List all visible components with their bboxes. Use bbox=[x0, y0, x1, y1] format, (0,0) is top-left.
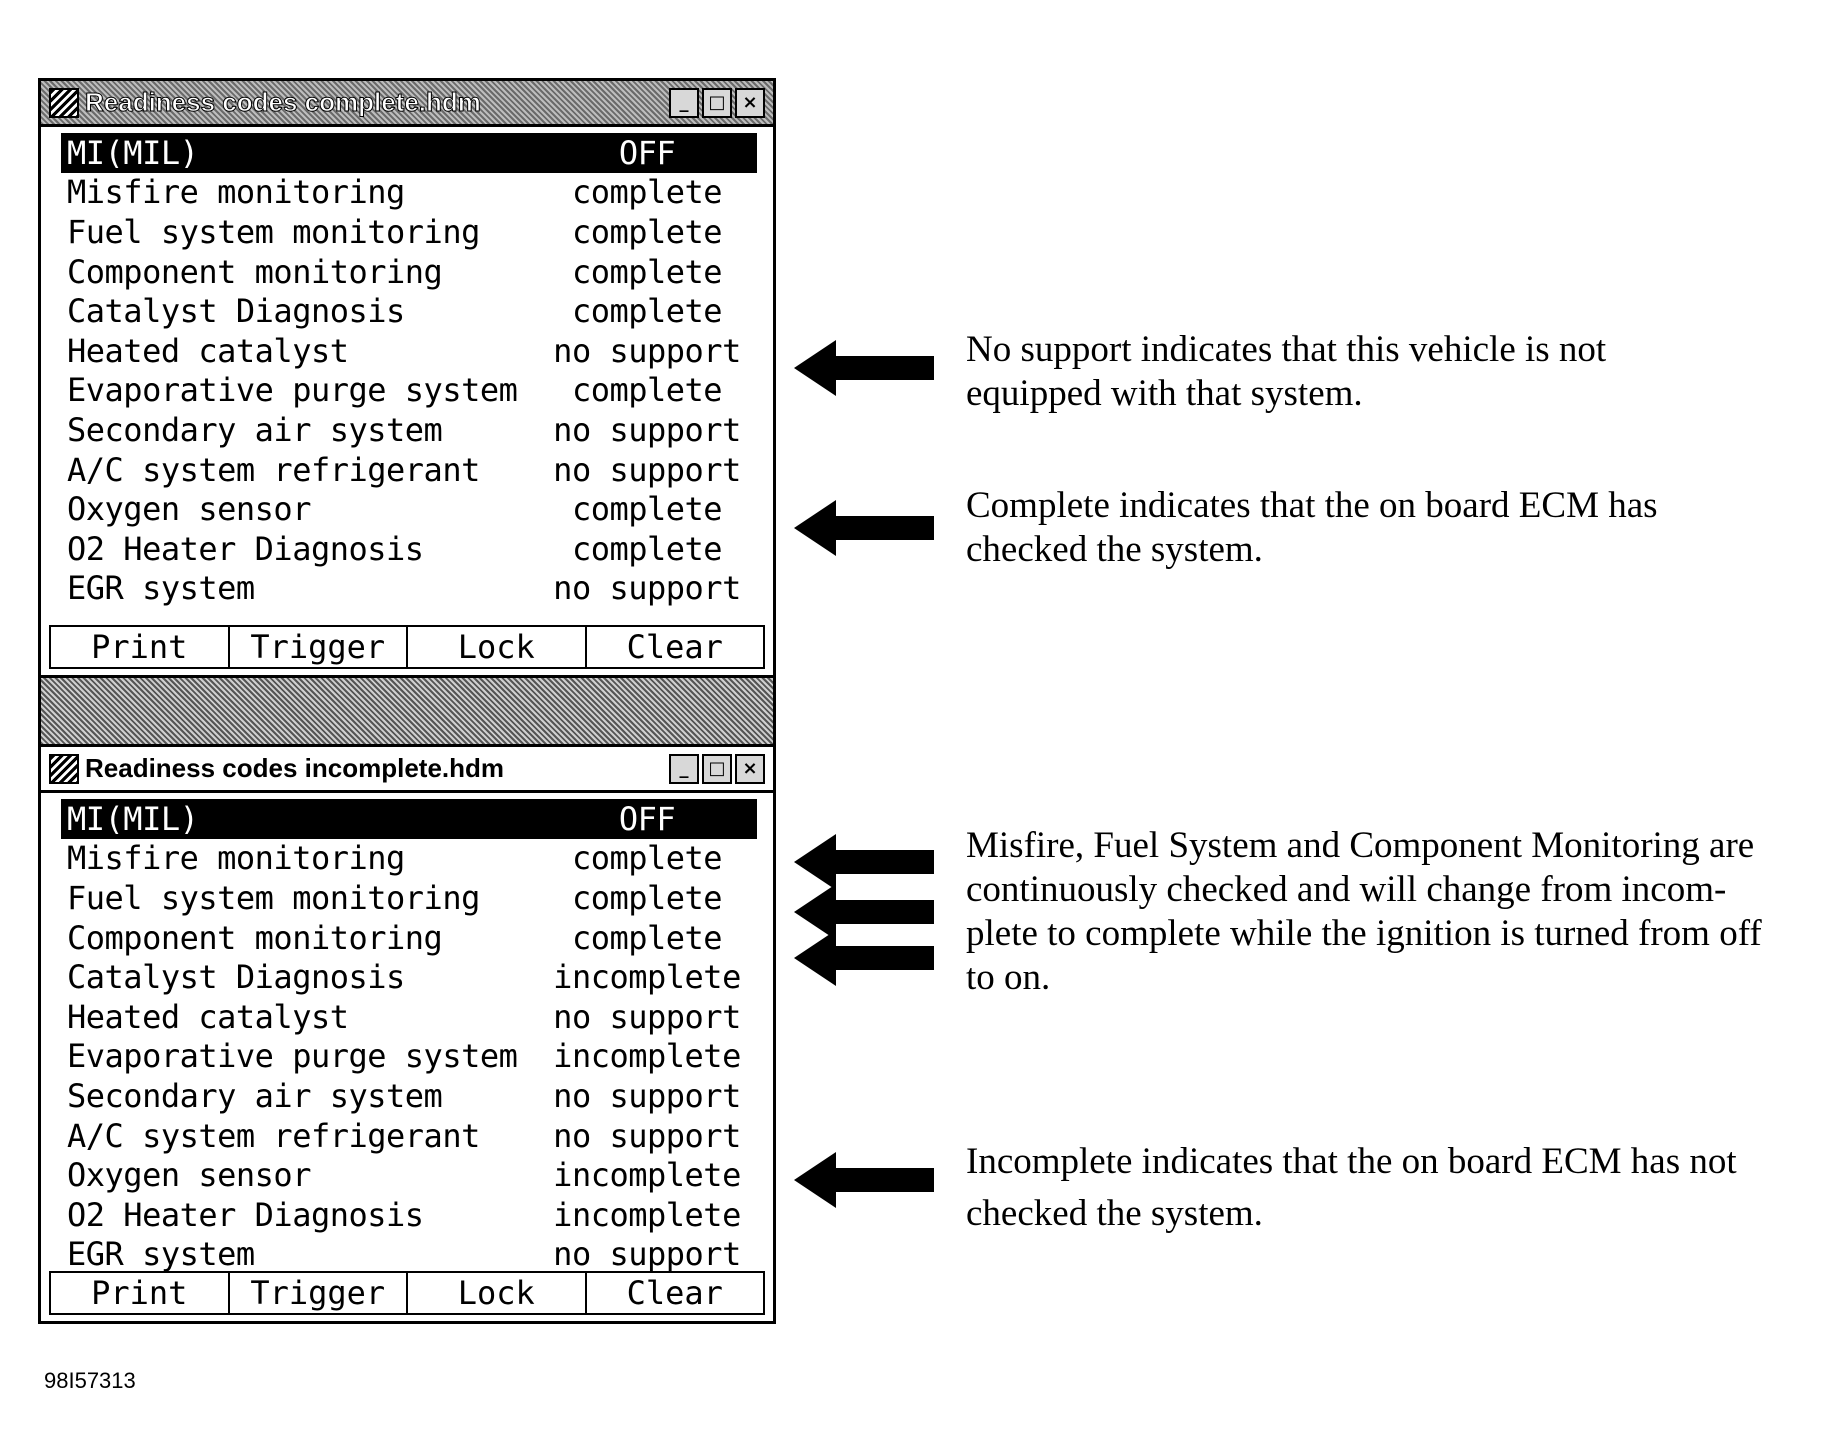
annotation-continuous: Misfire, Fuel System and Component Monitoring are continuously checked and will change from incom- plete to complete while the ignition is turned from off to on. bbox=[966, 825, 1762, 998]
item-status: complete bbox=[571, 529, 723, 568]
annotation-incomplete: Incomplete indicates that the on board ECM has not checked the system. bbox=[966, 1141, 1737, 1234]
list-item[interactable] bbox=[67, 331, 757, 371]
list-item[interactable] bbox=[67, 1037, 757, 1077]
button-bar bbox=[49, 1271, 765, 1315]
item-status: complete bbox=[571, 878, 723, 917]
item-name: EGR system bbox=[67, 1235, 255, 1274]
arrow-left-icon bbox=[794, 500, 934, 556]
item-status: no support bbox=[553, 569, 741, 608]
trigger-button[interactable]: Trigger bbox=[230, 1273, 409, 1313]
item-name: Heated catalyst bbox=[67, 997, 349, 1036]
item-status: no support bbox=[553, 1076, 741, 1115]
list-item[interactable] bbox=[67, 569, 757, 609]
list-item[interactable] bbox=[67, 450, 757, 490]
item-status: complete bbox=[571, 371, 723, 410]
list-item-selected[interactable] bbox=[61, 133, 757, 173]
clear-button[interactable]: Clear bbox=[587, 627, 764, 667]
list-item[interactable] bbox=[67, 173, 757, 213]
window-title: Readiness codes complete.hdm bbox=[85, 87, 481, 117]
app-icon bbox=[49, 754, 79, 784]
item-name: O2 Heater Diagnosis bbox=[67, 529, 424, 568]
list-item[interactable] bbox=[67, 371, 757, 411]
item-status: complete bbox=[571, 490, 723, 529]
list-item[interactable] bbox=[67, 918, 757, 958]
item-status: no support bbox=[553, 1235, 741, 1274]
maximize-icon[interactable]: □ bbox=[702, 88, 732, 118]
readiness-window-incomplete bbox=[38, 744, 776, 1324]
print-button[interactable]: Print bbox=[51, 1273, 230, 1313]
item-status: incomplete bbox=[553, 958, 741, 997]
minimize-icon[interactable]: _ bbox=[669, 754, 699, 784]
item-status: OFF bbox=[618, 133, 676, 172]
list-item[interactable] bbox=[67, 212, 757, 252]
list-item[interactable] bbox=[67, 878, 757, 918]
maximize-icon[interactable]: □ bbox=[702, 754, 732, 784]
item-name: Component monitoring bbox=[67, 918, 443, 957]
minimize-icon[interactable]: _ bbox=[669, 88, 699, 118]
item-name: Catalyst Diagnosis bbox=[67, 292, 405, 331]
item-status: incomplete bbox=[553, 1156, 741, 1195]
item-name: Oxygen sensor bbox=[67, 1156, 311, 1195]
item-name: Oxygen sensor bbox=[67, 490, 311, 529]
item-name: MI(MIL) bbox=[67, 133, 199, 172]
clear-button[interactable]: Clear bbox=[587, 1273, 764, 1313]
annotation-complete: Complete indicates that the on board ECM has checked the system. bbox=[966, 485, 1658, 570]
item-name: A/C system refrigerant bbox=[67, 450, 480, 489]
item-status: OFF bbox=[618, 799, 676, 838]
button-bar bbox=[49, 625, 765, 669]
app-icon bbox=[49, 88, 79, 118]
item-name: A/C system refrigerant bbox=[67, 1116, 480, 1155]
item-name: Component monitoring bbox=[67, 252, 443, 291]
item-status: no support bbox=[553, 1116, 741, 1155]
arrow-left-icon bbox=[794, 1152, 934, 1208]
lock-button[interactable]: Lock bbox=[408, 627, 587, 667]
readiness-window-complete bbox=[38, 78, 776, 678]
item-name: Misfire monitoring bbox=[67, 173, 405, 212]
item-name: Heated catalyst bbox=[67, 331, 349, 370]
title-bar[interactable] bbox=[41, 81, 773, 127]
item-status: incomplete bbox=[553, 1037, 741, 1076]
close-icon[interactable]: × bbox=[735, 88, 765, 118]
item-status: no support bbox=[553, 331, 741, 370]
item-name: O2 Heater Diagnosis bbox=[67, 1195, 424, 1234]
list-item[interactable] bbox=[67, 1116, 757, 1156]
item-name: Evaporative purge system bbox=[67, 1037, 518, 1076]
list-item[interactable] bbox=[67, 291, 757, 331]
item-name: MI(MIL) bbox=[67, 799, 199, 838]
item-name: EGR system bbox=[67, 569, 255, 608]
readiness-list bbox=[41, 793, 773, 1274]
item-status: complete bbox=[571, 918, 723, 957]
item-status: complete bbox=[571, 252, 723, 291]
list-item[interactable] bbox=[67, 529, 757, 569]
item-name: Fuel system monitoring bbox=[67, 878, 480, 917]
arrow-left-icon bbox=[794, 834, 934, 890]
item-status: no support bbox=[553, 450, 741, 489]
list-item[interactable] bbox=[67, 1076, 757, 1116]
list-item[interactable] bbox=[67, 410, 757, 450]
list-item[interactable] bbox=[67, 839, 757, 879]
trigger-button[interactable]: Trigger bbox=[230, 627, 409, 667]
arrow-left-icon bbox=[794, 930, 934, 986]
item-name: Catalyst Diagnosis bbox=[67, 958, 405, 997]
window-title: Readiness codes incomplete.hdm bbox=[85, 753, 505, 783]
print-button[interactable]: Print bbox=[51, 627, 230, 667]
desktop-background bbox=[38, 678, 776, 744]
item-name: Secondary air system bbox=[67, 410, 443, 449]
list-item[interactable] bbox=[67, 252, 757, 292]
close-icon[interactable]: × bbox=[735, 754, 765, 784]
figure-id: 98I57313 bbox=[44, 1368, 136, 1393]
item-status: complete bbox=[571, 212, 723, 251]
item-status: complete bbox=[571, 292, 723, 331]
item-name: Evaporative purge system bbox=[67, 371, 518, 410]
item-status: incomplete bbox=[553, 1195, 741, 1234]
item-name: Secondary air system bbox=[67, 1076, 443, 1115]
item-status: no support bbox=[553, 997, 741, 1036]
item-name: Misfire monitoring bbox=[67, 839, 405, 878]
item-name: Fuel system monitoring bbox=[67, 212, 480, 251]
item-status: complete bbox=[571, 173, 723, 212]
arrow-left-icon bbox=[794, 340, 934, 396]
list-item[interactable] bbox=[67, 997, 757, 1037]
list-item-selected[interactable] bbox=[61, 799, 757, 839]
list-item[interactable] bbox=[67, 1155, 757, 1195]
annotation-no-support: No support indicates that this vehicle is not equipped with that system. bbox=[966, 329, 1607, 414]
item-status: no support bbox=[553, 410, 741, 449]
title-bar[interactable] bbox=[41, 747, 773, 793]
readiness-list bbox=[41, 127, 773, 608]
list-item[interactable] bbox=[67, 1195, 757, 1235]
item-status: complete bbox=[571, 839, 723, 878]
list-item[interactable] bbox=[67, 1235, 757, 1275]
list-item[interactable] bbox=[67, 489, 757, 529]
list-item[interactable] bbox=[67, 957, 757, 997]
lock-button[interactable]: Lock bbox=[408, 1273, 587, 1313]
